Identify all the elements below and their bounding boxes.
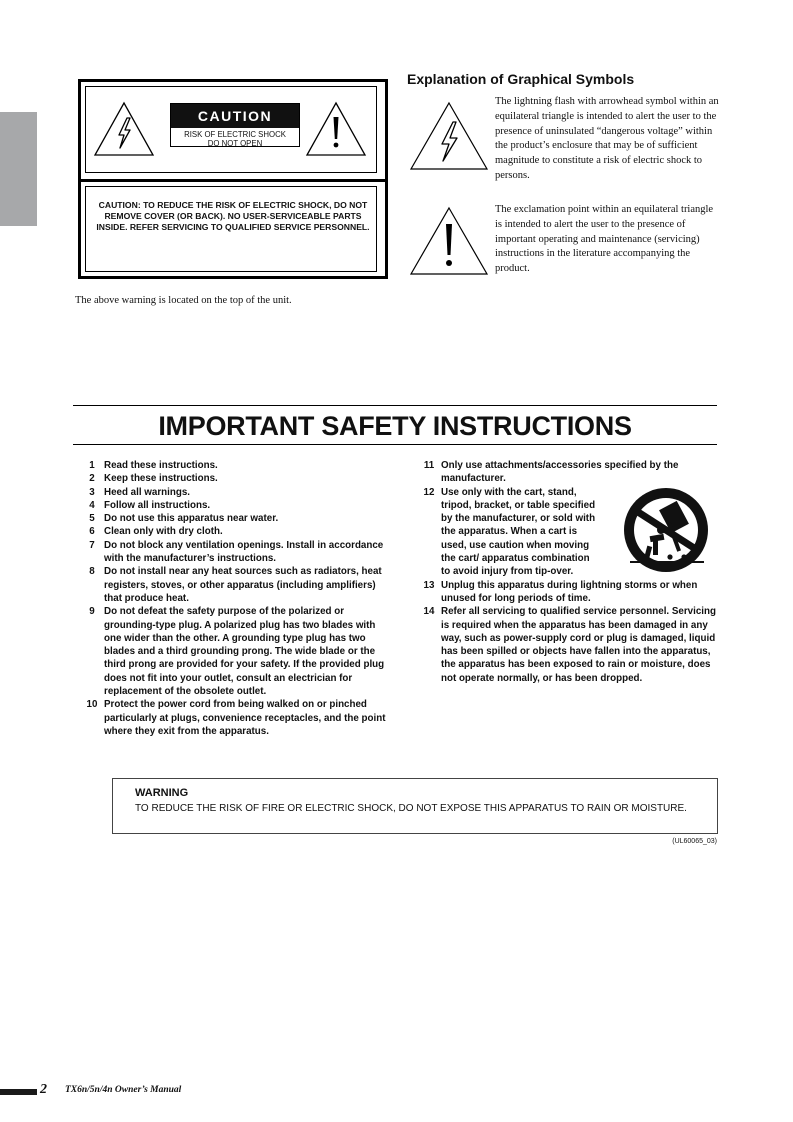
instruction-number: 13 (423, 579, 435, 591)
instruction-text: Do not use this apparatus near water. (104, 513, 279, 525)
instruction-item (80, 499, 390, 512)
safety-title: IMPORTANT SAFETY INSTRUCTIONS (158, 411, 632, 441)
instruction-text: Do not defeat the safety purpose of the polarized or grounding-type plug. A polarized plug has two blades with one wider than the other. A grounding type plug has two blades and a third grounding prong. The wide blade or the third prong are provided for your safety. If the provided plug does not fit into your outlet, consult an electrician for replacement of the obsolete outlet. (104, 606, 385, 698)
instruction-number: 1 (89, 460, 95, 471)
cart-tip-over-warning-icon (620, 486, 712, 578)
instruction-text: Refer all servicing to qualified service personnel. Servicing is required when the apparatus has been damaged in any way, such as power-supply cord or plug is damaged, liquid has been spilled or objects have fallen into the apparatus, the apparatus has been exposed to rain or moisture, does not operate normally, or has been dropped. (441, 606, 716, 684)
instruction-number: 5 (89, 513, 95, 525)
warning-box (112, 778, 718, 834)
instruction-number: 4 (89, 499, 95, 511)
lightning-symbol-icon (409, 101, 489, 171)
instruction-text: Read these instructions. (104, 460, 218, 471)
instruction-number: 12 (423, 486, 435, 498)
instruction-item (417, 605, 717, 685)
section-rule-top (73, 405, 717, 406)
instruction-text: Do not block any ventilation openings. Install in accordance with the manufacturer’s instructions. (104, 539, 384, 565)
caution-body-text: CAUTION: TO REDUCE THE RISK OF ELECTRIC SHOCK, DO NOT REMOVE COVER (OR BACK). NO USER-SERVICEABLE PARTS INSIDE. REFER SERVICING TO QUALIFIED SERVICE PERSONNEL. (96, 200, 370, 232)
caution-box (78, 79, 388, 279)
instruction-number: 14 (423, 606, 435, 618)
instruction-text: Only use attachments/accessories specified by the manufacturer. (441, 460, 679, 485)
instruction-item (80, 605, 390, 698)
page-number: 2 (40, 1082, 47, 1097)
footer-bar (0, 1089, 37, 1095)
section-edge-tab (0, 112, 37, 226)
instruction-text: Protect the power cord from being walked on or pinched particularly at plugs, convenience receptacles, and the point where they exit from the apparatus. (104, 699, 386, 737)
reference-code: (UL60065_03) (672, 838, 717, 845)
lightning-warning-icon (93, 101, 155, 157)
instruction-item (80, 512, 390, 525)
section-rule-bottom (73, 444, 717, 445)
instruction-number: 8 (89, 566, 95, 578)
instruction-number: 3 (89, 486, 95, 498)
instruction-item (80, 486, 390, 499)
instruction-number: 7 (89, 539, 95, 551)
lightning-symbol-explanation: The lightning flash with arrowhead symbol within an equilateral triangle is intended to alert the user to the presence of uninsulated “dangerous voltage” within the product’s enclosure that may be of sufficient magnitude to constitute a risk of electric shock to persons. (495, 96, 719, 181)
instruction-text: Unplug this apparatus during lightning storms or when unused for long periods of time. (441, 579, 698, 604)
instruction-number: 11 (423, 460, 435, 471)
instruction-number: 6 (89, 526, 95, 538)
instruction-text: Clean only with dry cloth. (104, 526, 223, 538)
instruction-number: 2 (89, 473, 95, 485)
instruction-item (80, 539, 390, 566)
instruction-item (80, 565, 390, 605)
instruction-number: 9 (89, 606, 95, 618)
exclamation-symbol-explanation: The exclamation point within an equilateral triangle is intended to alert the user to the presence of important operating and maintenance (servicing) instructions in the literature accompanying the product. (495, 204, 714, 275)
caution-divider (81, 179, 385, 182)
instruction-text: Follow all instructions. (104, 499, 211, 511)
instruction-item (80, 525, 390, 538)
instruction-number: 10 (86, 699, 98, 711)
instruction-item (80, 698, 390, 738)
instruction-item (417, 579, 717, 606)
instruction-text: Heed all warnings. (104, 486, 191, 498)
instruction-text: Keep these instructions. (104, 473, 218, 485)
instructions-left-column (80, 459, 390, 738)
exclamation-warning-icon (305, 101, 367, 157)
caution-title: CAUTION (171, 104, 299, 128)
instruction-item (80, 459, 390, 472)
instruction-text: Use only with the cart, stand, tripod, bracket, or table specified by the manufacturer, or sold with the apparatus. When a cart is used, use caution when moving the cart/ apparatus combination to avoid injury from tip-over. (441, 486, 596, 578)
symbols-heading: Explanation of Graphical Symbols (407, 71, 635, 87)
warning-text: TO REDUCE THE RISK OF FIRE OR ELECTRIC SHOCK, DO NOT EXPOSE THIS APPARATUS TO RAIN OR MOISTURE. (135, 803, 687, 814)
manual-title: TX6n/5n/4n Owner’s Manual (65, 1085, 182, 1095)
exclamation-symbol-icon (409, 206, 489, 276)
instruction-text: Do not install near any heat sources such as radiators, heat registers, stoves, or other apparatus (including amplifiers) that produce heat. (104, 566, 382, 604)
instruction-item (417, 459, 717, 486)
caution-location-note: The above warning is located on the top of the unit. (75, 295, 292, 306)
caution-label (170, 103, 300, 147)
caution-subtitle: RISK OF ELECTRIC SHOCK DO NOT OPEN (184, 130, 286, 148)
warning-title: WARNING (135, 787, 189, 799)
instruction-item (80, 472, 390, 485)
